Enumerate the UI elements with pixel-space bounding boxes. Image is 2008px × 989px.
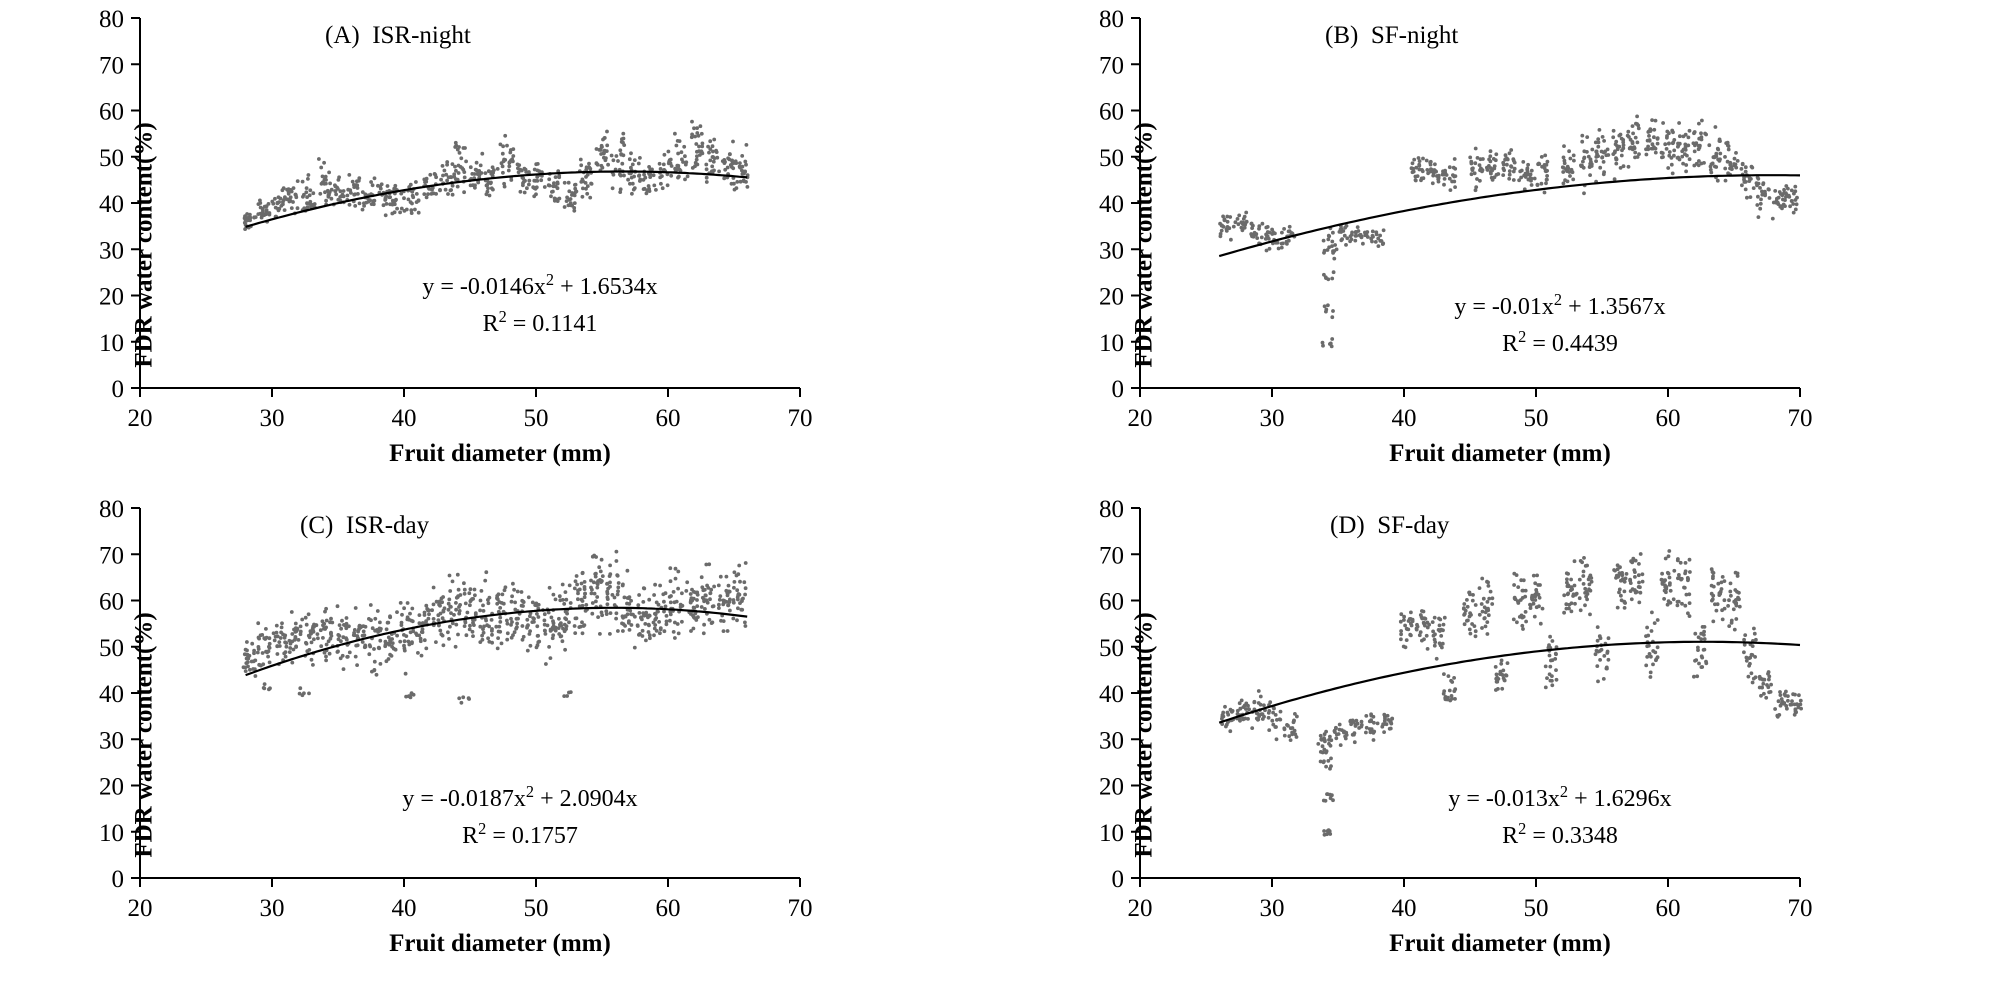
svg-text:60: 60 xyxy=(99,98,124,126)
svg-text:10: 10 xyxy=(1099,819,1124,847)
panel-b-r2-pre: R xyxy=(1502,331,1519,357)
svg-text:20: 20 xyxy=(1099,283,1124,311)
panel-b-r2-post: = 0.4439 xyxy=(1526,331,1618,357)
panel-d-ylabel: FDR water content(%) xyxy=(1130,612,1158,858)
panel-c-eq-post: + 2.0904x xyxy=(534,786,638,812)
panel-c-eq-sup: 2 xyxy=(525,782,535,801)
panel-a-r2-post: = 0.1141 xyxy=(506,311,598,337)
svg-text:60: 60 xyxy=(1099,588,1124,616)
panel-c xyxy=(0,490,1000,980)
regression-line xyxy=(246,608,748,675)
svg-text:60: 60 xyxy=(655,895,681,922)
panel-b-r2-sup: 2 xyxy=(1518,327,1527,346)
panel-c-r2-sup: 2 xyxy=(478,819,487,838)
svg-text:50: 50 xyxy=(1523,405,1549,432)
panel-c-ylabel: FDR water content(%) xyxy=(130,612,158,858)
svg-text:0: 0 xyxy=(111,866,124,893)
svg-text:30: 30 xyxy=(99,237,124,265)
svg-text:40: 40 xyxy=(1391,405,1417,432)
panel-b xyxy=(1000,0,2000,490)
panel-b-eq-pre: y = -0.01x xyxy=(1454,294,1554,320)
panel-d-xlabel: Fruit diameter (mm) xyxy=(1389,930,1611,957)
svg-text:80: 80 xyxy=(99,6,124,33)
svg-text:20: 20 xyxy=(127,405,153,432)
panel-b-title: (B) SF-night xyxy=(1325,22,1459,49)
panel-d-eq-pre: y = -0.013x xyxy=(1448,786,1560,812)
panel-a-r2-pre: R xyxy=(482,311,499,337)
svg-text:70: 70 xyxy=(787,895,813,922)
panel-a-equation xyxy=(360,268,720,342)
svg-text:70: 70 xyxy=(1787,405,1813,432)
panel-c-xlabel: Fruit diameter (mm) xyxy=(389,930,611,957)
svg-text:50: 50 xyxy=(1523,895,1549,922)
panel-c-equation xyxy=(340,780,700,854)
scatter-points xyxy=(242,550,748,705)
svg-text:50: 50 xyxy=(99,634,124,662)
svg-text:50: 50 xyxy=(1099,634,1124,662)
svg-text:70: 70 xyxy=(1099,52,1124,80)
svg-text:30: 30 xyxy=(99,727,124,755)
svg-text:60: 60 xyxy=(99,588,124,616)
svg-text:40: 40 xyxy=(391,895,417,922)
panel-a-ylabel: FDR water content(%) xyxy=(130,122,158,368)
svg-text:20: 20 xyxy=(1099,773,1124,801)
svg-text:40: 40 xyxy=(1099,681,1124,708)
panel-a-title: (A) ISR-night xyxy=(325,22,471,49)
svg-text:10: 10 xyxy=(1099,329,1124,357)
svg-text:20: 20 xyxy=(1127,405,1153,432)
scatter-points xyxy=(243,120,750,231)
svg-text:40: 40 xyxy=(99,191,124,218)
svg-text:30: 30 xyxy=(1099,237,1124,265)
svg-text:80: 80 xyxy=(1099,496,1124,523)
panel-a xyxy=(0,0,1000,490)
svg-text:70: 70 xyxy=(99,52,124,80)
svg-text:10: 10 xyxy=(99,819,124,847)
panel-b-xlabel: Fruit diameter (mm) xyxy=(1389,440,1611,467)
svg-text:70: 70 xyxy=(787,405,813,432)
panel-d-equation xyxy=(1380,780,1740,854)
svg-text:60: 60 xyxy=(1099,98,1124,126)
panel-b-plot xyxy=(1000,0,2000,490)
panel-a-xlabel: Fruit diameter (mm) xyxy=(389,440,611,467)
svg-text:0: 0 xyxy=(1111,376,1124,403)
panel-c-plot xyxy=(0,490,1000,980)
panel-a-eq-sup: 2 xyxy=(545,270,555,289)
panel-d-eq-sup: 2 xyxy=(1559,782,1569,801)
svg-text:20: 20 xyxy=(99,283,124,311)
svg-text:30: 30 xyxy=(1259,895,1285,922)
svg-text:40: 40 xyxy=(99,681,124,708)
svg-text:0: 0 xyxy=(1111,866,1124,893)
svg-text:10: 10 xyxy=(99,329,124,357)
regression-line xyxy=(1219,642,1800,723)
svg-text:50: 50 xyxy=(1099,144,1124,172)
svg-text:40: 40 xyxy=(391,405,417,432)
panel-b-eq-sup: 2 xyxy=(1553,290,1563,309)
panel-b-eq-post: + 1.3567x xyxy=(1562,294,1666,320)
svg-text:20: 20 xyxy=(127,895,153,922)
panel-d-title: (D) SF-day xyxy=(1330,512,1450,539)
svg-text:80: 80 xyxy=(99,496,124,523)
svg-text:30: 30 xyxy=(1259,405,1285,432)
panel-a-eq-post: + 1.6534x xyxy=(554,274,658,300)
svg-text:30: 30 xyxy=(259,405,285,432)
panel-c-title: (C) ISR-day xyxy=(300,512,430,539)
svg-text:40: 40 xyxy=(1099,191,1124,218)
svg-text:0: 0 xyxy=(111,376,124,403)
panel-a-plot xyxy=(0,0,1000,490)
svg-text:20: 20 xyxy=(99,773,124,801)
panel-d-r2-sup: 2 xyxy=(1518,819,1527,838)
panel-c-r2-post: = 0.1757 xyxy=(486,823,578,849)
svg-text:70: 70 xyxy=(1099,542,1124,570)
panel-d-r2-pre: R xyxy=(1502,823,1519,849)
panel-a-eq-pre: y = -0.0146x xyxy=(422,274,546,300)
svg-text:50: 50 xyxy=(523,405,549,432)
svg-text:60: 60 xyxy=(1655,895,1681,922)
panel-d xyxy=(1000,490,2000,980)
regression-line xyxy=(246,172,748,227)
panel-d-r2-post: = 0.3348 xyxy=(1526,823,1618,849)
panel-b-ylabel: FDR water content(%) xyxy=(1130,122,1158,368)
panel-d-eq-post: + 1.6296x xyxy=(1568,786,1672,812)
panel-a-r2-sup: 2 xyxy=(498,307,507,326)
panel-c-r2-pre: R xyxy=(462,823,479,849)
svg-text:30: 30 xyxy=(1099,727,1124,755)
panel-b-equation xyxy=(1380,288,1740,362)
panel-c-eq-pre: y = -0.0187x xyxy=(402,786,526,812)
svg-text:30: 30 xyxy=(259,895,285,922)
svg-text:20: 20 xyxy=(1127,895,1153,922)
svg-text:60: 60 xyxy=(655,405,681,432)
regression-line xyxy=(1219,175,1800,256)
svg-text:40: 40 xyxy=(1391,895,1417,922)
svg-text:70: 70 xyxy=(99,542,124,570)
panel-d-plot xyxy=(1000,490,2000,980)
svg-text:60: 60 xyxy=(1655,405,1681,432)
svg-text:80: 80 xyxy=(1099,6,1124,33)
svg-text:50: 50 xyxy=(523,895,549,922)
svg-text:70: 70 xyxy=(1787,895,1813,922)
svg-text:50: 50 xyxy=(99,144,124,172)
